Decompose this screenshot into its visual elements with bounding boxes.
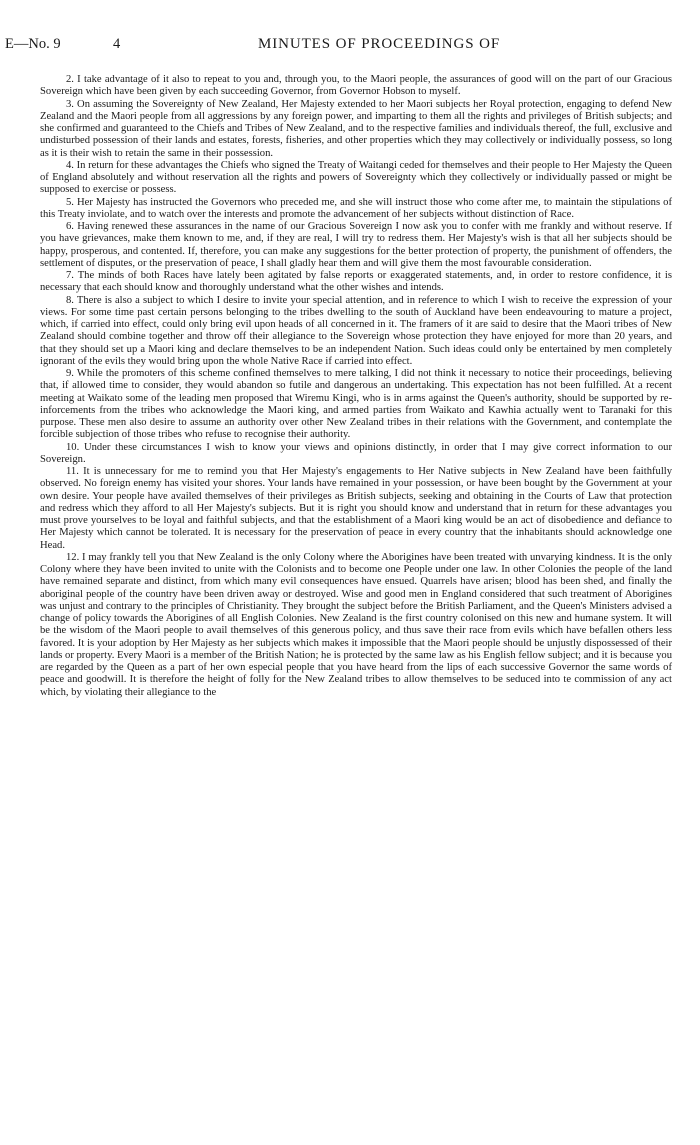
paragraph-9: 9. While the promoters of this scheme confined themselves to mere talking, I did not think it necessary to notice their proceedings, believing that, if allowed time to consider, they would abandon so futile and dangerous an undertaking. This expectation has not been fulfilled. At a recent meeting at Waikato some of the leading men proposed that Wiremu Kingi, who is in arms against the Queen's authority, should be supported by re-inforcements from the tribes who acknowledge the Maori king, and armed parties from Waikato and Kawhia actually went to Taranaki for this purpose. These men also desire to assume an authority over other New Zealand tribes in their relations with the Government, and contemplate the forcible subjection of those tribes who refuse to recognise their authority. — [40, 368, 672, 441]
paragraph-11: 11. It is unnecessary for me to remind you that Her Majesty's engagements to Her Native subjects in New Zealand have been faithfully observed. No foreign enemy has visited your shores. Your lands have remained in your possession, or have been bought by the Government at your own desire. Your people have availed themselves of their privileges as British subjects, seeking and obtaining in the Courts of Law that protection and redress which they afford to all Her Majesty's subjects. But it is right you should know and understand that in return for these advantages you must prove yourselves to be loyal and faithful subjects, and that the establishment of a Maori king would be an act of disobedience and defiance to Her Majesty which cannot be tolerated. It is necessary for the preservation of peace in every country that the inhabitants should acknowledge one Head. — [40, 466, 672, 551]
paragraph-5: 5. Her Majesty has instructed the Governors who preceded me, and she will instruct those who come after me, to maintain the stipulations of this Treaty inviolate, and to watch over the interests and promote the advancement of her subjects without distinction of Race. — [40, 196, 672, 220]
paragraph-10: 10. Under these circumstances I wish to know your views and opinions distinctly, in order that I may give correct information to our Sovereign. — [40, 441, 672, 465]
page-number: 4 — [113, 36, 121, 52]
paragraph-4: 4. In return for these advantages the Chiefs who signed the Treaty of Waitangi ceded for themselves and their people to Her Majesty the Queen of England absolutely and without reservation all the rights and powers of Sovereignty which they collectively or individually passed or might be supposed to exercise or possess. — [40, 159, 672, 196]
paragraph-7: 7. The minds of both Races have lately been agitated by false reports or exaggerated statements, and, in order to restore confidence, it is necessary that each should know and thoroughly understand what the other wishes and intends. — [40, 270, 672, 294]
paragraph-2: 2. I take advantage of it also to repeat to you and, through you, to the Maori people, the assurances of good will on the part of our Gracious Sovereign which have been given by each succeeding Governor, from Governor Hobson to myself. — [40, 74, 672, 98]
paragraph-8: 8. There is also a subject to which I desire to invite your special attention, and in reference to which I wish to receive the expression of your views. For some time past certain persons belonging to the tribes dwelling to the south of Auckland have been endeavouring to mature a project, which, if carried into effect, could only bring evil upon heads of all concerned in it. The framers of it are said to desire that the Maori tribes of New Zealand should combine together and throw off their allegiance to the Sovereign whose protection they have enjoyed for more than 20 years, and that they should set up a Maori king and declare themselves to be an independent Nation. Such ideas could only be entertained by men completely ignorant of the evils they would bring upon the whole Native Race if carried into effect. — [40, 294, 672, 367]
paragraph-3: 3. On assuming the Sovereignty of New Zealand, Her Majesty extended to her Maori subjects her Royal protection, engaging to defend New Zealand and the Maori people from all aggressions by any foreign power, and imparting to them all the rights and privileges of British subjects; and she confirmed and guaranteed to the Chiefs and Tribes of New Zealand, and to the respective families and individuals thereof, the full, exclusive and undisturbed possession of their lands and estates, forests, fisheries, and other properties which they may collectively or individually possess, so long as it is their wish to retain the same in their possession. — [40, 98, 672, 159]
running-title: MINUTES OF PROCEEDINGS OF — [258, 36, 501, 52]
paragraph-12: 12. I may frankly tell you that New Zealand is the only Colony where the Aborigines have been treated with unvarying kindness. It is the only Colony where they have been invited to unite with the Colonists and to become one People under one law. In other Colonies the people of the land have remained separate and distinct, from which many evil consequences have ensued. Quarrels have arisen; blood has been shed, and finally the aboriginal people of the country have been driven away or destroyed. Wise and good men in England considered that such treatment of Aborigines was unjust and contrary to the principles of Christianity. They brought the subject before the British Parliament, and the Queen's Ministers advised a change of policy towards the Aborigines of all English Colonies. New Zealand is the first country colonised on this new and humane system. It will be the wisdom of the Maori people to avail themselves of this generous policy, and thus save their race from evils which have befallen others less favored. It is your adoption by Her Majesty as her subjects which makes it impossible that the Maori people should be unjustly dispossessed of their lands or property. Every Maori is a member of the British Nation; he is protected by the same law as his English fellow subject; and it is because you are regarded by the Queen as a part of her own especial people that you have heard from the lips of each successive Governor the same words of peace and goodwill. It is therefore the height of folly for the New Zealand tribes to allow themselves to be seduced into te commission of any act which, by violating their allegiance to the — [40, 551, 672, 698]
paragraph-6: 6. Having renewed these assurances in the name of our Gracious Sovereign I now ask you to confer with me frankly and without reserve. If you have grievances, make them known to me, and, if they are real, I will try to redress them. Her Majesty's wish is that all her subjects should be happy, prosperous, and contented. If, therefore, you can make any suggestions for the better protection of property, the punishment of offenders, the settlement of disputes, or the preservation of peace, I shall gladly hear them and will give them the most favourable consideration. — [40, 221, 672, 269]
series-number: E—No. 9 — [5, 36, 61, 52]
page-header — [0, 36, 700, 58]
document-body — [40, 74, 672, 699]
